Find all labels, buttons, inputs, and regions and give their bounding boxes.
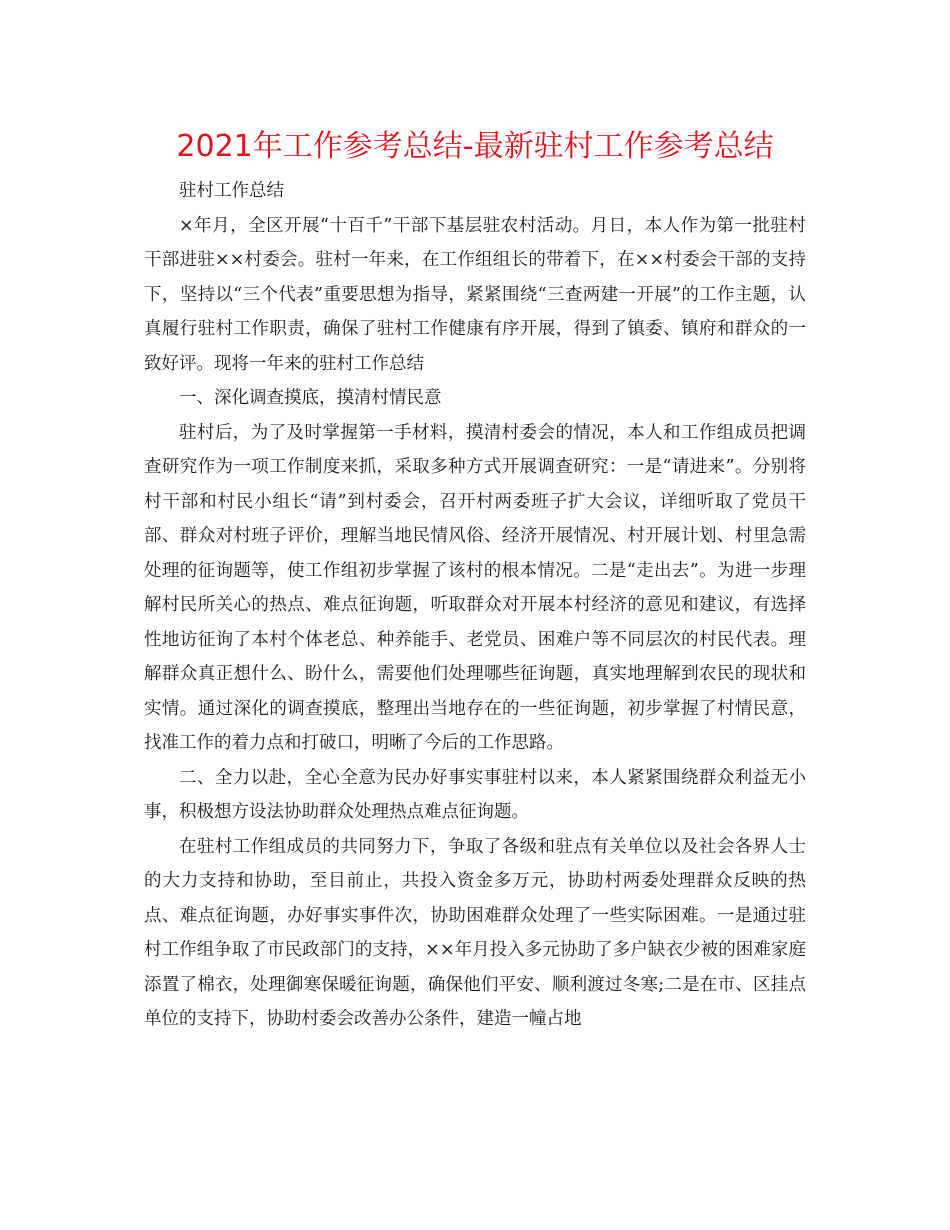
paragraph-subtitle: 驻村工作总结 [179,181,284,201]
document-page [144,120,806,1037]
section-heading-2: 二、全力以赴，全心全意为民办好事实事驻村以来，本人紧紧围绕群众利益无小事，积极想方设法协助群众处理热点难点征询题。 [144,767,806,822]
section-heading-1: 一、深化调查摸底，摸清村情民意 [179,388,442,408]
document-title: 2021年工作参考总结-最新驻村工作参考总结 [176,129,774,164]
paragraph-support: 在驻村工作组成员的共同努力下，争取了各级和驻点有关单位以及社会各界人士的大力支持和协助，至目前止，共投入资金多万元，协助村两委处理群众反映的热点、难点征询题，办好事实事件次，协助困难群众处理了一些实际困难。一是通过驻村工作组争取了市民政部门的支持，××年月投入多元协助了多户缺衣少被的困难家庭添置了棉衣，处理御寒保暖征询题，确保他们平安、顺利渡过冬寒;二是在市、区挂点单位的支持下，协助村委会改善办公条件，建造一幢占地 [144,836,806,1029]
document-body [144,174,806,1037]
paragraph-investigation: 驻村后，为了及时掌握第一手材料，摸清村委会的情况，本人和工作组成员把调查研究作为一项工作制度来抓，采取多种方式开展调查研究：一是“请进来”。分别将村干部和村民小组长“请”到村委会，召开村两委班子扩大会议，详细听取了党员干部、群众对村班子评价，理解当地民情风俗、经济开展情况、村开展计划、村里急需处理的征询题等，使工作组初步掌握了该村的根本情况。二是“走出去”。为进一步理解村民所关心的热点、难点征询题，听取群众对开展本村经济的意见和建议，有选择性地访征询了本村个体老总、种养能手、老党员、困难户等不同层次的村民代表。理解群众真正想什么、盼什么，需要他们处理哪些征询题，真实地理解到农民的现状和实情。通过深化的调查摸底，整理出当地存在的一些征询题，初步掌握了村情民意，找准工作的着力点和打破口，明晰了今后的工作思路。 [144,422,806,753]
paragraph-intro: ×年月，全区开展“十百千”干部下基层驻农村活动。月日，本人作为第一批驻村干部进驻××村委会。驻村一年来，在工作组组长的带着下，在××村委会干部的支持下，坚持以“三个代表”重要思想为指导，紧紧围绕“三查两建一开展”的工作主题，认真履行驻村工作职责，确保了驻村工作健康有序开展，得到了镇委、镇府和群众的一致好评。现将一年来的驻村工作总结 [144,215,806,374]
